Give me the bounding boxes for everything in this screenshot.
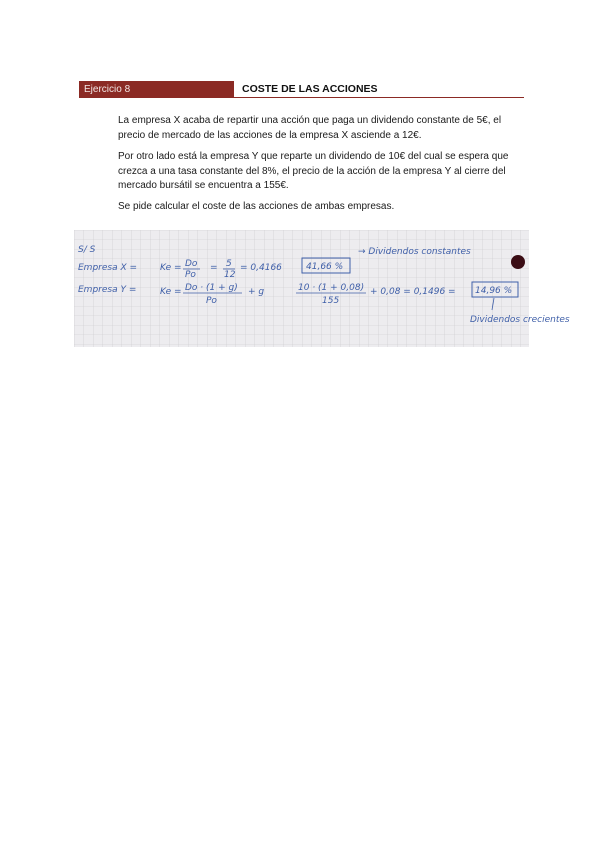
row2-formula-lhs: Ke = xyxy=(160,287,182,297)
row1-frac1-den: Po xyxy=(185,270,196,280)
handwritten-notes-svg xyxy=(74,230,570,347)
row2-boxed-result: 14,96 % xyxy=(475,286,513,296)
row2-frac-num: Do · (1 + g) xyxy=(185,283,238,293)
row1-label: Empresa X = xyxy=(78,263,138,273)
handwritten-solution-photo xyxy=(74,230,570,347)
ink-dot-icon xyxy=(511,255,525,269)
row1-frac2-num: 5 xyxy=(226,259,232,269)
row2-frac2-num: 10 · (1 + 0,08) xyxy=(298,283,365,293)
paragraph-question: Se pide calcular el coste de las acciones de ambas empresas. xyxy=(118,201,395,212)
svg-text:=: = xyxy=(210,263,218,273)
row1-frac2-den: 12 xyxy=(224,270,236,280)
row2-sum: + 0,08 = 0,1496 = xyxy=(370,287,456,297)
paragraph-company-x: La empresa X acaba de repartir una acción que paga un dividendo constante de 5€, el precio de mercado de las acciones de la empresa X asciende a 12€. xyxy=(118,115,502,141)
row1-boxed-result: 41,66 % xyxy=(306,262,344,272)
row2-frac2-den: 155 xyxy=(322,296,340,306)
row1-frac1-num: Do xyxy=(185,259,198,269)
row2-frac-den: Po xyxy=(206,296,217,306)
notes-heading: S/ S xyxy=(78,245,96,255)
row1-formula-lhs: Ke = xyxy=(160,263,182,273)
header-rule xyxy=(79,97,524,98)
row1-note: → Dividendos constantes xyxy=(358,247,471,257)
row2-label: Empresa Y = xyxy=(78,285,137,295)
row2-plus-g: + g xyxy=(248,287,265,297)
row1-decimal: = 0,4166 xyxy=(240,263,282,273)
paragraph-company-y: Por otro lado está la empresa Y que reparte un dividendo de 10€ del cual se espera que crezca a una tasa constante del 8%, el precio de la acción de la empresa Y al cierre del mercado bursátil se encuentra a 155€. xyxy=(118,151,509,191)
exercise-label: Ejercicio 8 xyxy=(84,84,131,95)
row2-note: Dividendos crecientes xyxy=(470,315,570,325)
page-title: COSTE DE LAS ACCIONES xyxy=(242,83,378,95)
